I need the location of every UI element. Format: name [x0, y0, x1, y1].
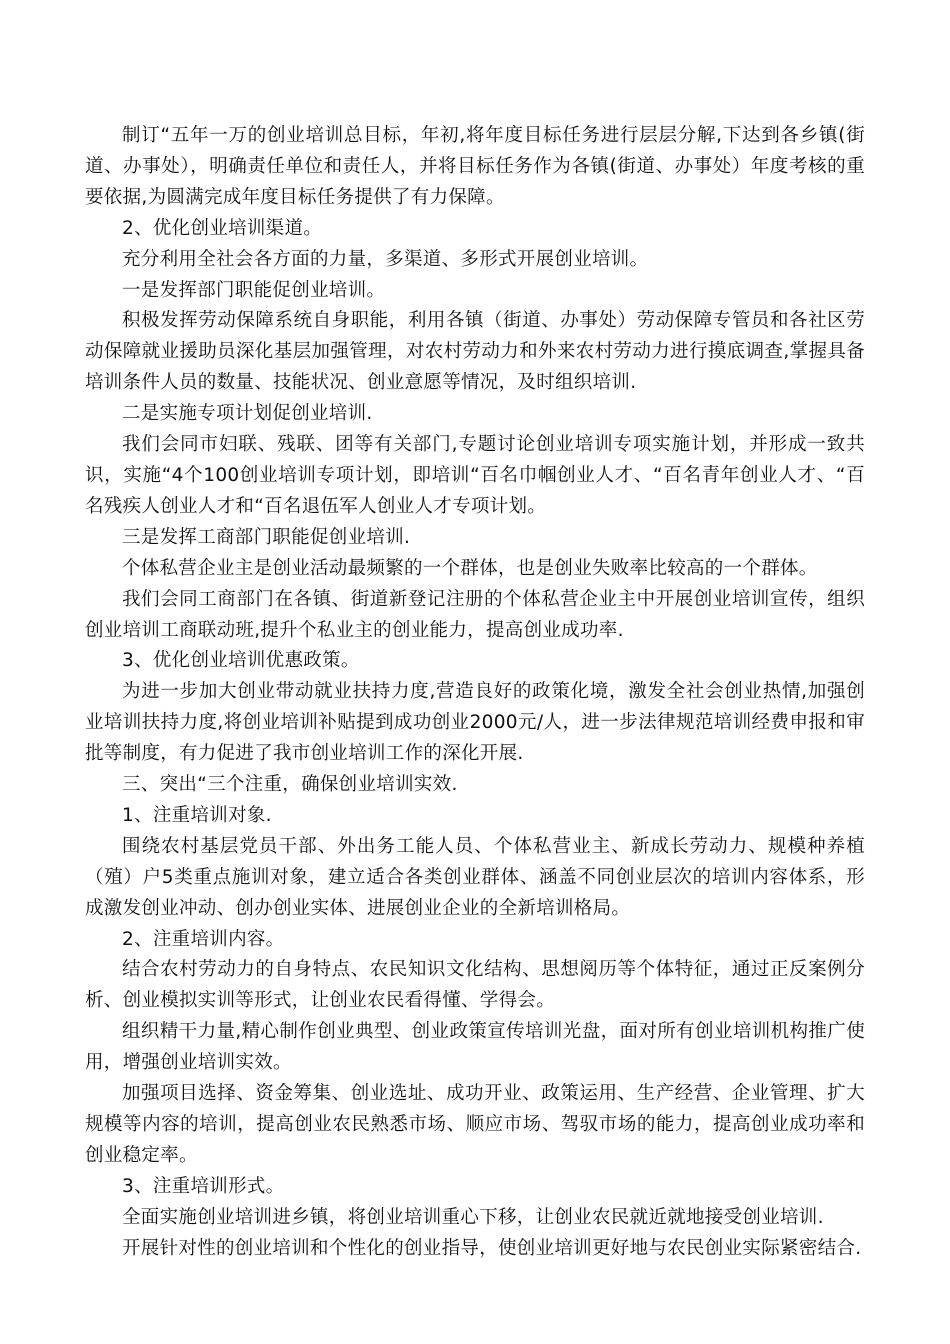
paragraph: 结合农村劳动力的自身特点、农民知识文化结构、思想阅历等个体特征，通过正反案例分析、创业模拟实训等形式，让创业农民看得懂、学得会。 — [85, 959, 865, 1012]
paragraph: 围绕农村基层党员干部、外出务工能人员、个体私营业主、新成长劳动力、规模种养植（殖）户5类重点施训对象，建立适合各类创业群体、涵盖不同创业层次的培训内容体系，形成激发创业冲动、创办创业实体、进展创业企业的全新培训格局。 — [85, 835, 865, 919]
sub-heading: 二是实施专项计划促创业培训. — [122, 403, 373, 425]
section-heading: 1、注重培训对象. — [122, 804, 272, 826]
paragraph: 制订“五年一万的创业培训总目标，年初,将年度目标任务进行层层分解,下达到各乡镇(街道、办事处），明确责任单位和责任人，并将目标任务作为各镇(街道、办事处）年度考核的重要依据,为圆满完成年度目标任务提供了有力保障。 — [85, 125, 865, 208]
paragraph: 全面实施创业培训进乡镇，将创业培训重心下移，让创业农民就近就地接受创业培训. — [122, 1206, 824, 1228]
section-heading: 3、优化创业培训优惠政策。 — [122, 650, 360, 672]
sub-heading: 三是发挥工商部门职能促创业培训. — [122, 526, 411, 548]
paragraph: 为进一步加大创业带动就业扶持力度,营造良好的政策化境，激发全社会创业热情,加强创业培训扶持力度,将创业培训补贴提到成功创业2000元/人，进一步法律规范培训经费申报和审批等制度，有力促进了我市创业培训工作的深化开展. — [85, 681, 865, 765]
paragraph: 个体私营企业主是创业活动最频繁的一个群体，也是创业失败率比较高的一个群体。 — [122, 557, 818, 579]
chapter-heading: 三、突出“三个注重，确保创业培训实效. — [122, 774, 458, 796]
document-body — [85, 121, 865, 1265]
section-heading: 2、优化创业培训渠道。 — [122, 217, 323, 239]
paragraph: 我们会同市妇联、残联、团等有关部门,专题讨论创业培训专项实施计划，并形成一致共识，实施“4个100创业培训专项计划，即培训“百名巾帼创业人才、“百名青年创业人才、“百名残疾人创业人才和“百名退伍军人创业人才专项计划。 — [85, 434, 865, 517]
section-heading: 2、注重培训内容。 — [122, 928, 285, 950]
paragraph: 我们会同工商部门在各镇、街道新登记注册的个体私营企业主中开展创业培训宣传，组织创业培训工商联动班,提升个私业主的创业能力，提高创业成功率. — [85, 588, 865, 641]
paragraph: 开展针对性的创业培训和个性化的创业指导，使创业培训更好地与农民创业实际紧密结合. — [122, 1237, 862, 1259]
paragraph: 充分利用全社会各方面的力量，多渠道、多形式开展创业培训。 — [122, 248, 649, 270]
paragraph: 组织精干力量,精心制作创业典型、创业政策宣传培训光盘，面对所有创业培训机构推广使用，增强创业培训实效。 — [85, 1021, 865, 1074]
section-heading: 3、注重培训形式。 — [122, 1175, 285, 1197]
paragraph: 积极发挥劳动保障系统自身职能，利用各镇（街道、办事处）劳动保障专管员和各社区劳动保障就业援助员深化基层加强管理，对农村劳动力和外来农村劳动力进行摸底调查,掌握具备培训条件人员的数量、技能状况、创业意愿等情况，及时组织培训. — [85, 310, 865, 394]
paragraph: 加强项目选择、资金筹集、创业选址、成功开业、政策运用、生产经营、企业管理、扩大规模等内容的培训，提高创业农民熟悉市场、顺应市场、驾驭市场的能力，提高创业成功率和创业稳定率。 — [85, 1083, 865, 1166]
sub-heading: 一是发挥部门职能促创业培训。 — [122, 279, 386, 301]
